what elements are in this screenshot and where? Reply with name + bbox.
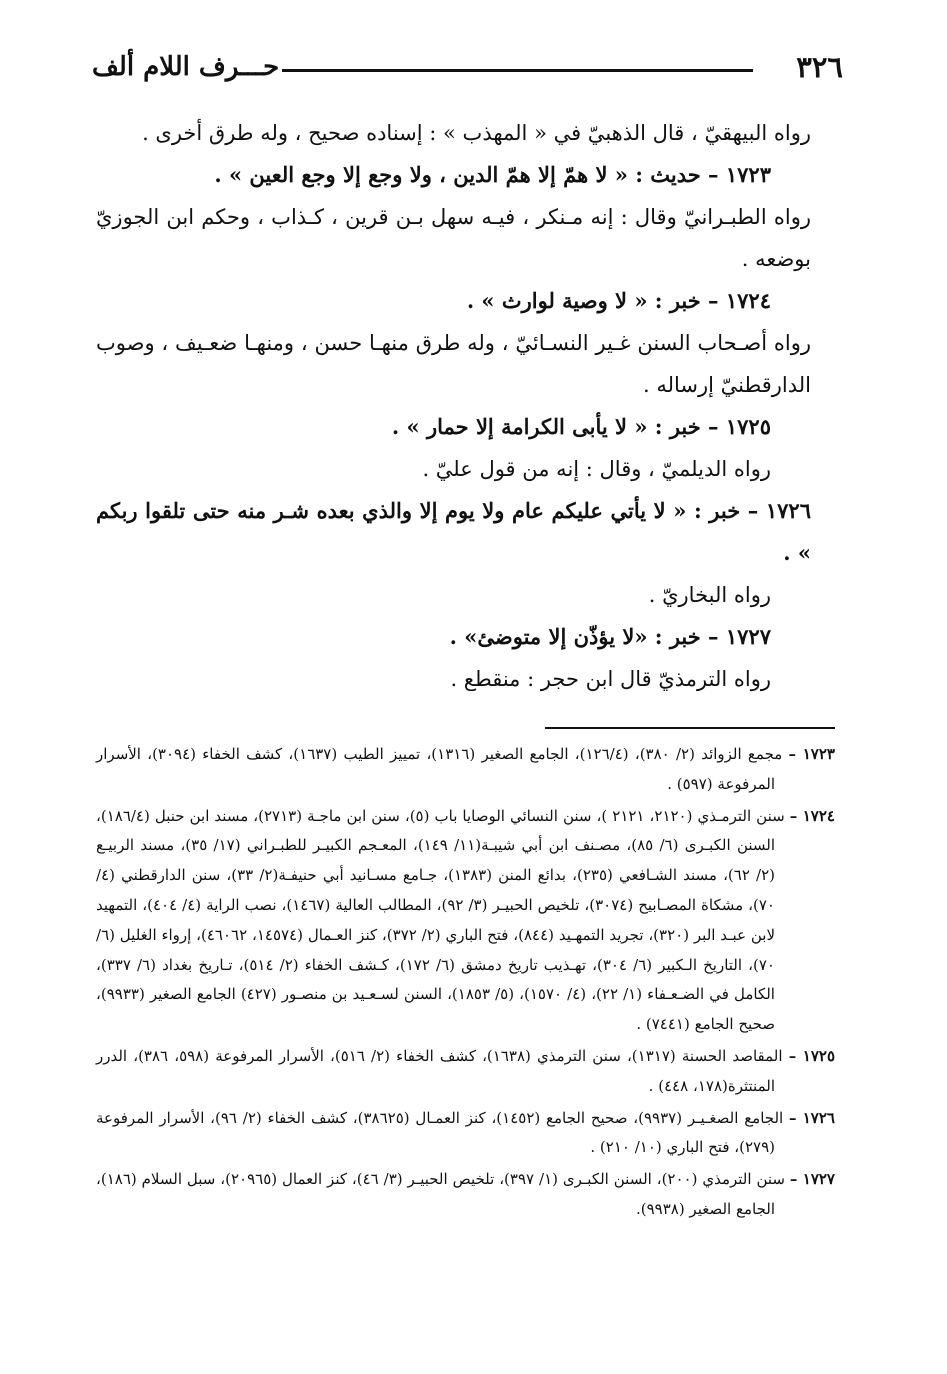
header-rule <box>282 69 753 72</box>
footnote-number: ١٧٢٥ – <box>788 1046 836 1065</box>
text-paragraph: رواه الترمذيّ قال ابن حجر : منقطع . <box>450 667 771 691</box>
footnote-text: سنن الترمذي (٢٠٠)، السنن الكبـرى (١/ ٣٩٧)، تلخيص الحبيـر (٣/ ٤٦)، كنز العمال (٢٠٩٦٥)، سبل السلام (١٨٦)، الجامع الصغير (٩٩٣٨). <box>96 1170 785 1218</box>
hadith-entry-1727: ١٧٢٧ – خبر : «لا يؤذّن إلا متوضئ» . <box>449 624 771 649</box>
main-text <box>96 112 835 700</box>
footnote-text: مجمع الزوائد (٢/ ٣٨٠)، (١٢٦/٤)، الجامع الصغير (١٣١٦)، تمييز الطيب (١٦٣٧)، كشف الخفاء (٣٠٩٤)، الأسرار المرفوعة (٥٩٧) . <box>96 745 783 793</box>
footnote-text: الجامع الصغـيـر (٩٩٣٧)، صحيح الجامع (١٤٥٢)، كنز العمـال (٣٨٦٢٥)، كشف الخفاء (٢/ ٩٦)، الأسرار المرفوعة (٢٧٩)، فتح الباري (١٠/ ٢١٠) . <box>96 1108 784 1157</box>
hadith-entry-1726: ١٧٢٦ – خبر : « لا يأتي عليكم عام ولا يوم إلا والذي بعده شـر منه حتى تلقوا ربكم » . <box>96 498 811 565</box>
footnote-separator <box>545 727 835 729</box>
footnote-text: المقاصد الحسنة (١٣١٧)، سنن الترمذي (١٦٣٨)، كشف الخفاء (٢/ ٥١٦)، الأسرار المرفوعة (٥٩٨، ٣٨٦)، الدرر المنتثرة(١٧٨، ٤٤٨) . <box>96 1046 783 1095</box>
text-paragraph: رواه الطبـرانيّ وقال : إنه مـنكر ، فيـه سهل بـن قرين ، كـذاب ، وحكم ابن الجوزيّ بوضعه . <box>96 205 811 271</box>
footnote-number: ١٧٢٦ – <box>789 1108 835 1127</box>
footnote-1723 <box>96 740 835 800</box>
text-paragraph: رواه الديلميّ ، وقال : إنه من قول عليّ . <box>422 457 771 481</box>
footnote-text: سنن الترمـذي (٢١٢٠، ٢١٢١ )، سنن النسائي الوصايا باب (٥)، سنن ابن ماجـة (٢٧١٣)، مسند ابن حنبل (١٨٦/٤)، السنن الكبـرى (٦/ ٨٥)، مصـنف ابن أبي شيبـة(١١/ ١٤٩)، المعـجم الكبيـر للطبـراني (١٧/ ٣٥)، مسند الربيـع (٢/ ٦٢)، مسند الشـافعي (٢٣٥)، بدائع المنن (١٣٨٣)، جـامع مسـانيد أبي حنيفـة(٢/ ٣٣)، سنن الدارقطني (٤/ ٧٠)، مشكاة المصـابيح (٣٠٧٤)، تلخيص الحبيـر (٣/ ٩٢)، المطالب العالية (١٤٦٧)، نصب الراية (٤/ ٤٠٤)، التمهيد لابن عبـد البر (٣٢٠)، تجريد التمهـيد (٨٤٤)، فتح الباري (٢/ ٣٧٢)، كنز العـمال (١٤٥٧٤، ٤٦٠٦٢)، إرواء الغليل (٦/ ٧٠)، التاريخ الـكبير (٦/ ٣٠٤)، تهـذيب تاريخ دمشق (٦/ ١٧٢)، كـشف الخفاء (٢/ ٥١٤)، تـاريخ بغداد (٦/ ٣٣٧)، الكامل في الضـعـفاء (١/ ٢٢)، (٤/ ١٥٧٠)، (٥/ ١٨٥٣)، السنن لسـعـيد بن منصـور (٤٢٧) الجامع الصغير (٩٩٣٣)، صحيح الجامع (٧٤٤١) . <box>96 806 785 1034</box>
footnote-number: ١٧٢٧ – <box>789 1170 835 1189</box>
chapter-title: حـــرف اللام ألف <box>92 52 280 82</box>
page-number: ٣٢٦ <box>796 50 843 84</box>
hadith-entry-1724: ١٧٢٤ – خبر : « لا وصية لوارث » . <box>466 288 771 313</box>
hadith-entry-1723: ١٧٢٣ – حديث : « لا همّ إلا همّ الدين ، ولا وجع إلا وجع العين » . <box>214 162 771 187</box>
footnote-1726 <box>96 1104 835 1164</box>
footnote-1725 <box>96 1042 835 1102</box>
text-paragraph: رواه البخاريّ . <box>648 583 771 607</box>
footnotes <box>96 740 835 1227</box>
text-paragraph: رواه أصـحاب السنن غـير النسـائيّ ، وله طرق منهـا حسن ، ومنهـا ضعـيف ، وصوب الدارقطنيّ إرساله . <box>96 331 811 397</box>
text-paragraph: رواه البيهقيّ ، قال الذهبيّ في « المهذب » : إسناده صحيح ، وله طرق أخرى . <box>142 121 811 145</box>
page-header <box>92 50 843 90</box>
footnote-1724 <box>96 802 835 1040</box>
hadith-entry-1725: ١٧٢٥ – خبر : « لا يأبى الكرامة إلا حمار » . <box>391 414 771 439</box>
footnote-number: ١٧٢٤ – <box>789 806 835 825</box>
footnote-number: ١٧٢٣ – <box>788 745 835 763</box>
footnote-1727 <box>96 1165 835 1225</box>
